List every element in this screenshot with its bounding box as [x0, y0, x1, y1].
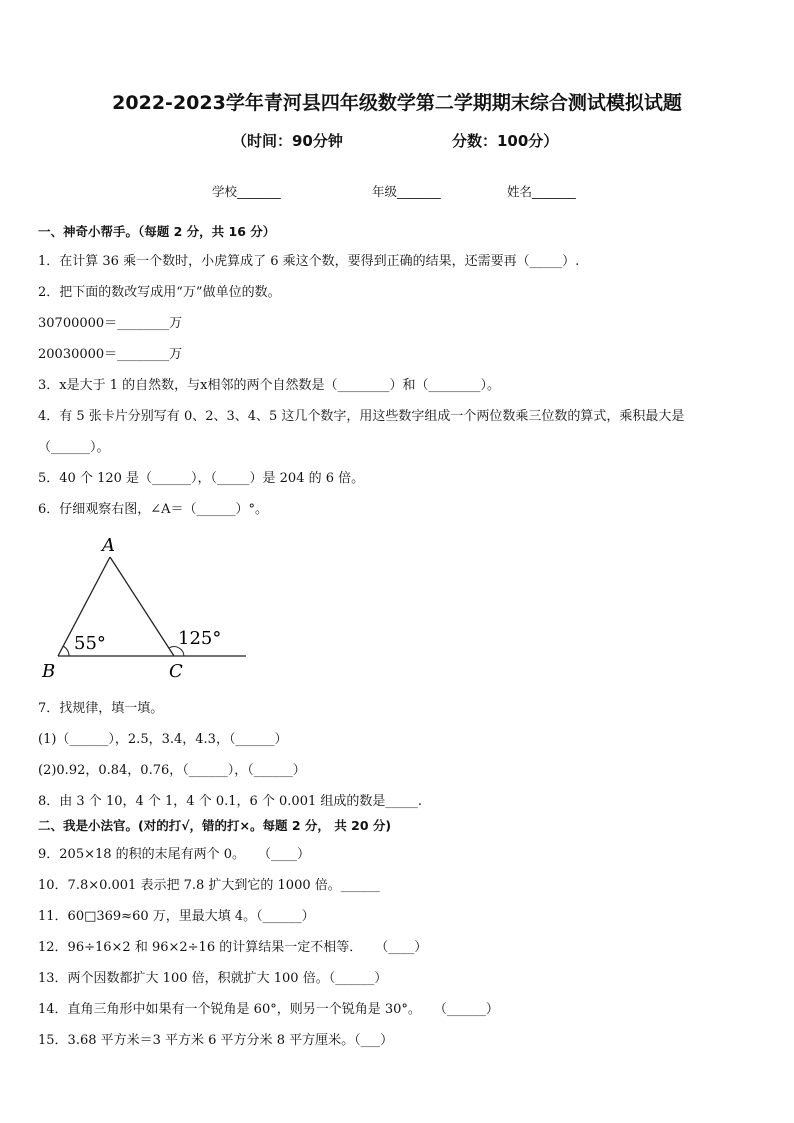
- question-10: 10．7.8×0.001 表示把 7.8 扩大到它的 1000 倍。______: [38, 878, 380, 893]
- question-12: 12．96÷16×2 和 96×2÷16 的计算结果一定不相等． （____）: [38, 940, 428, 955]
- vertex-c-label: C: [169, 661, 183, 682]
- question-7: 7．找规律，填一填。: [38, 701, 164, 716]
- section-1-heading: 一、神奇小帮手。（每题 2 分，共 16 分）: [38, 224, 276, 239]
- school-field: 学校_______: [212, 184, 281, 199]
- angle-c-label: 125°: [178, 628, 222, 649]
- question-3: 3．x是大于 1 的自然数，与x相邻的两个自然数是（________）和（________）。: [38, 378, 500, 393]
- question-7b: (2)0.92，0.84，0.76，（______），（______）: [38, 763, 306, 778]
- question-2b: 20030000＝________万: [38, 347, 183, 362]
- question-4: 4．有 5 张卡片分别写有 0、2、3、4、5 这几个数字，用这些数字组成一个两位数乘三位数的算式，乘积最大是: [38, 409, 685, 424]
- question-8: 8．由 3 个 10，4 个 1，4 个 0.1，6 个 0.001 组成的数是_____.: [38, 794, 423, 809]
- question-2a: 30700000＝________万: [38, 316, 183, 331]
- question-15: 15．3.68 平方米＝3 平方米 6 平方分米 8 平方厘米。（___）: [38, 1033, 394, 1048]
- question-13: 13．两个因数都扩大 100 倍，积就扩大 100 倍。（______）: [38, 971, 388, 986]
- page-title: 2022-2023学年青河县四年级数学第二学期期末综合测试模拟试题: [112, 92, 682, 114]
- vertex-a-label: A: [102, 535, 115, 556]
- triangle-figure: [38, 530, 253, 685]
- exam-time: （时间：90分钟: [232, 132, 343, 150]
- vertex-b-label: B: [42, 661, 56, 682]
- angle-b-arc: [63, 646, 69, 656]
- question-1: 1．在计算 36 乘一个数时，小虎算成了 6 乘这个数，要得到正确的结果，还需要再（_____）.: [38, 254, 580, 269]
- grade-field: 年级_______: [372, 184, 441, 199]
- angle-b-label: 55°: [74, 633, 106, 654]
- question-2: 2．把下面的数改写成用“万”做单位的数。: [38, 285, 281, 300]
- question-6: 6．仔细观察右图，∠A＝（______）°。: [38, 502, 269, 517]
- triangle-side-ac: [110, 557, 174, 656]
- question-4-answer: （______）。: [38, 440, 110, 455]
- question-11: 11．60□369≈60 万，里最大填 4。（______）: [38, 909, 315, 924]
- question-9: 9．205×18 的积的末尾有两个 0。 （____）: [38, 847, 311, 862]
- section-2-heading: 二、我是小法官。(对的打√，错的打×。每题 2 分， 共 20 分): [38, 818, 392, 833]
- name-field: 姓名_______: [507, 184, 576, 199]
- exam-score: 分数：100分）: [452, 132, 559, 150]
- question-7a: (1)（______），2.5，3.4，4.3，（______）: [38, 732, 288, 747]
- question-14: 14．直角三角形中如果有一个锐角是 60°，则另一个锐角是 30°。 （______）: [38, 1002, 499, 1017]
- question-5: 5．40 个 120 是（______），（_____）是 204 的 6 倍。: [38, 471, 365, 486]
